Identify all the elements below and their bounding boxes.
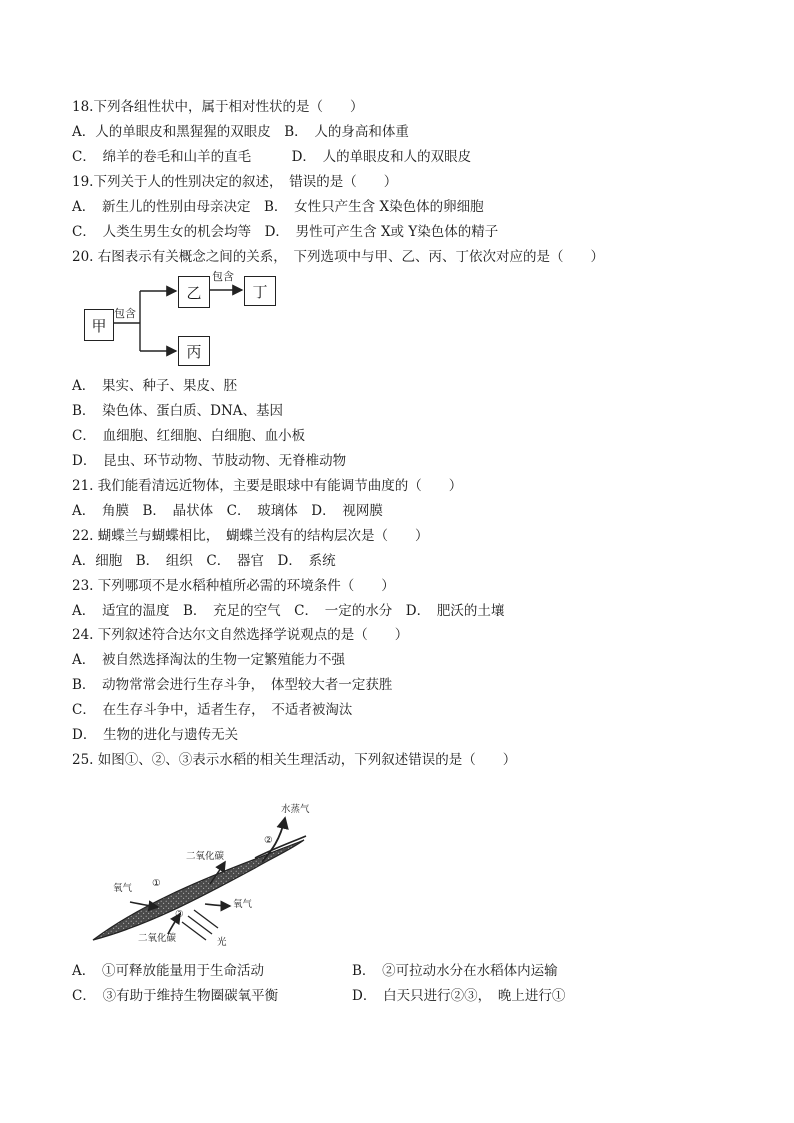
question-25-stem: 25. 如图①、②、③表示水稻的相关生理活动，下列叙述错误的是（ ）	[72, 752, 517, 768]
question-20-option-a: A． 果实、种子、果皮、胚	[72, 378, 237, 394]
question-24-option-c: C． 在生存斗争中，适者生存， 不适者被淘汰	[72, 702, 353, 718]
question-23-options: A． 适宜的温度 B． 充足的空气 C． 一定的水分 D． 肥沃的土壤	[72, 603, 505, 619]
marker-2: ②	[264, 835, 273, 846]
question-19-options-cd: C． 人类生男生女的机会均等 D． 男性可产生含 X或 Y染色体的精子	[72, 224, 499, 240]
marker-3: ③	[175, 909, 184, 920]
question-21-stem: 21. 我们能看清远近物体，主要是眼球中有能调节曲度的（ ）	[72, 478, 463, 494]
label-co2-bottom: 二氧化碳	[138, 933, 177, 944]
question-24-option-b: B． 动物常常会进行生存斗争， 体型较大者一定获胜	[72, 677, 393, 693]
question-23-stem: 23. 下列哪项不是水稻种植所必需的环境条件（ ）	[72, 578, 395, 594]
contains-label-top: 包含	[212, 270, 234, 283]
question-25-option-a: A． ①可释放能量用于生命活动	[72, 963, 264, 979]
question-18-stem: 18.下列各组性状中，属于相对性状的是（ ）	[72, 99, 364, 115]
label-oxygen-right: 氧气	[233, 899, 253, 910]
question-20-option-c: C． 血细胞、红细胞、白细胞、血小板	[72, 428, 306, 444]
question-25-option-c: C． ③有助于维持生物圈碳氧平衡	[72, 988, 279, 1004]
question-22-stem: 22. 蝴蝶兰与蝴蝶相比， 蝴蝶兰没有的结构层次是（ ）	[72, 528, 429, 544]
question-20-stem: 20. 右图表示有关概念之间的关系， 下列选项中与甲、乙、丙、丁依次对应的是（ ）	[72, 249, 605, 265]
concept-box-jia: 甲	[84, 309, 114, 341]
question-24-option-d: D． 生物的进化与遗传无关	[72, 727, 239, 743]
question-20-option-d: D． 昆虫、环节动物、节肢动物、无脊椎动物	[72, 453, 347, 469]
label-oxygen-left: 氧气	[113, 883, 133, 894]
label-light: 光	[217, 937, 227, 948]
question-25-option-d: D． 白天只进行②③， 晚上进行①	[352, 988, 566, 1004]
question-19-options-ab: A． 新生儿的性别由母亲决定 B． 女性只产生含 X染色体的卵细胞	[72, 199, 484, 215]
question-24-option-a: A． 被自然选择淘汰的生物一定繁殖能力不强	[72, 652, 345, 668]
question-18-options-cd: C． 绵羊的卷毛和山羊的直毛 D． 人的单眼皮和人的双眼皮	[72, 149, 472, 165]
question-24-stem: 24. 下列叙述符合达尔文自然选择学说观点的是（ ）	[72, 627, 409, 643]
concept-box-bing: 丙	[178, 336, 210, 366]
question-19-stem: 19.下列关于人的性别决定的叙述， 错误的是（ ）	[72, 174, 398, 190]
marker-1: ①	[152, 878, 161, 889]
question-18-options-ab: A．人的单眼皮和黑猩猩的双眼皮 B． 人的身高和体重	[72, 124, 409, 140]
concept-box-yi: 乙	[178, 276, 210, 308]
contains-label-main: 包含	[114, 307, 136, 320]
label-water-vapor: 水蒸气	[281, 804, 310, 815]
question-21-options: A． 角膜 B． 晶状体 C． 玻璃体 D． 视网膜	[72, 503, 383, 519]
question-20-option-b: B． 染色体、蛋白质、DNA、基因	[72, 403, 284, 419]
question-22-options: A．细胞 B． 组织 C． 器官 D． 系统	[72, 553, 336, 569]
question-25-option-b: B． ②可拉动水分在水稻体内运输	[352, 963, 558, 979]
label-co2-top: 二氧化碳	[186, 851, 225, 862]
concept-box-ding: 丁	[244, 276, 276, 306]
